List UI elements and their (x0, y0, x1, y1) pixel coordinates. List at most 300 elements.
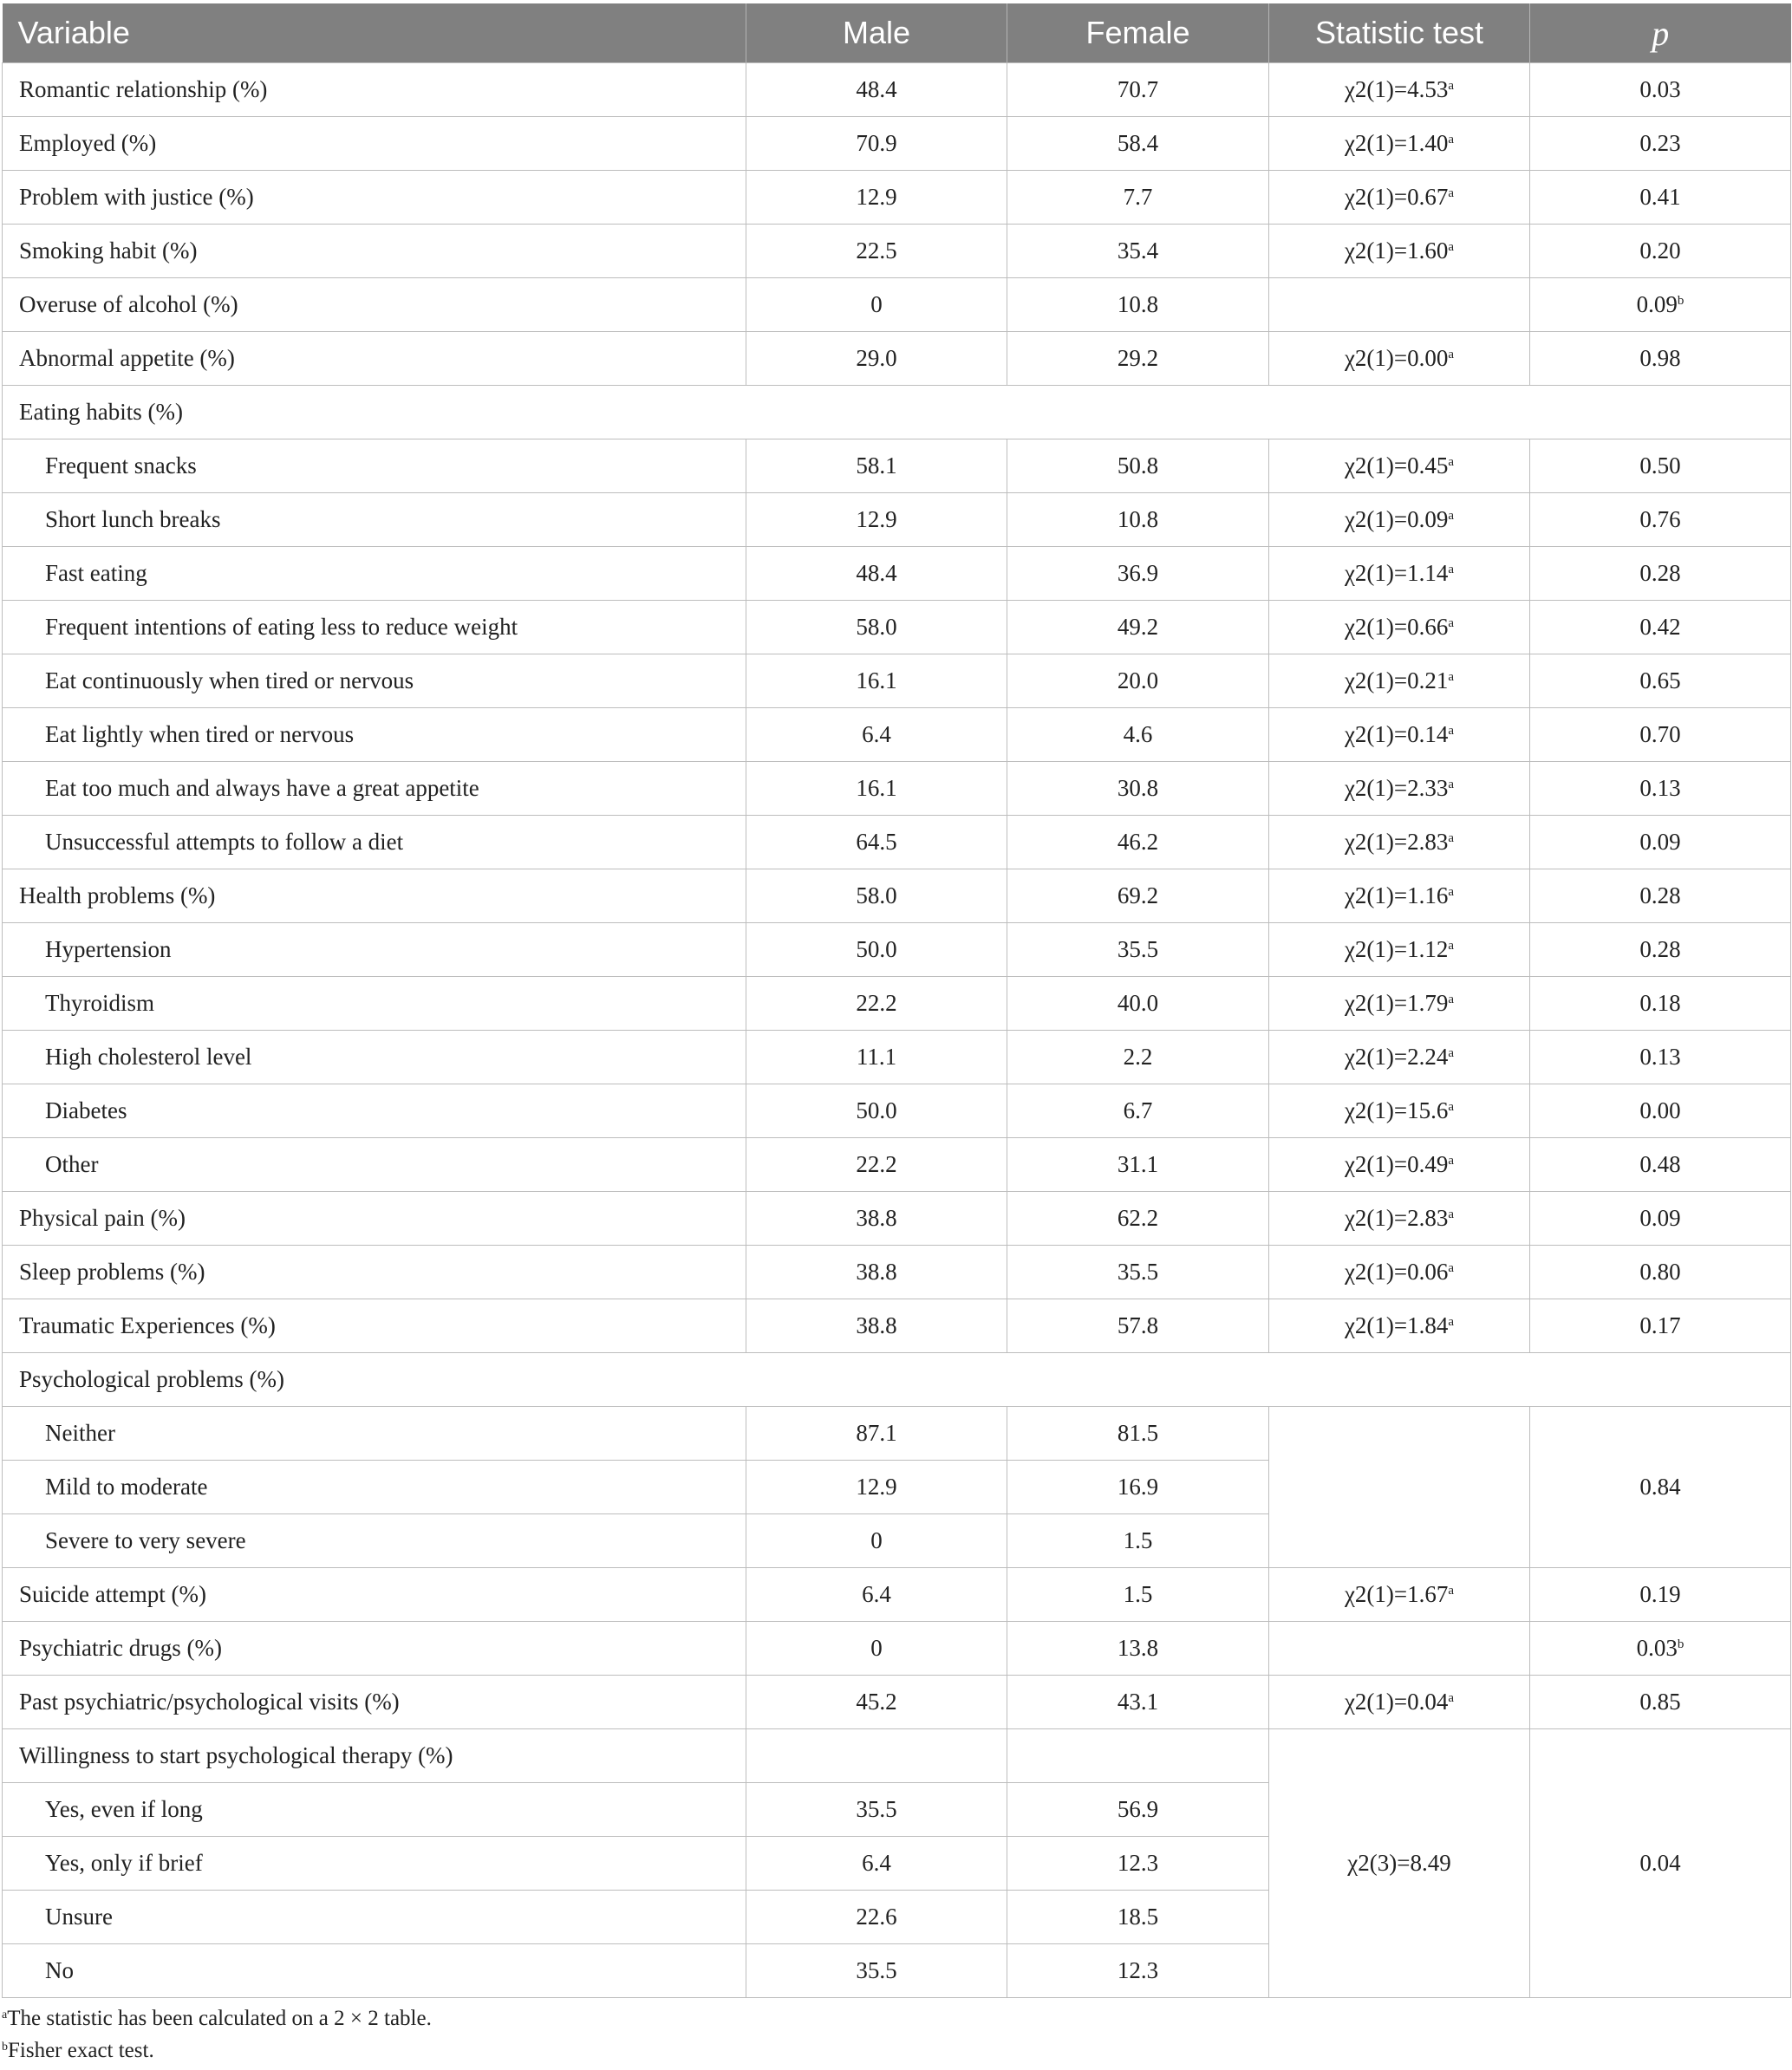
footnote-mark: a (1448, 778, 1455, 791)
cell-female (1007, 63, 1269, 117)
cell-statistic-text: χ2(1)=0.45 (1344, 452, 1449, 478)
cell-p-text: 0.70 (1639, 721, 1681, 747)
cell-female (1007, 923, 1269, 977)
footnote-mark: a (1448, 885, 1455, 899)
cell-female (1007, 332, 1269, 386)
table-row (3, 1138, 1791, 1192)
cell-female-text: 36.9 (1117, 560, 1159, 586)
cell-female-text: 69.2 (1117, 882, 1159, 908)
cell-statistic-text: χ2(1)=0.21 (1344, 667, 1449, 693)
footnote-mark: b (2, 2041, 8, 2054)
cell-variable (3, 63, 746, 117)
cell-variable (3, 1891, 746, 1944)
cell-male-text: 0 (870, 1527, 883, 1553)
cell-male (746, 1138, 1007, 1192)
footnote-mark: a (1448, 1315, 1455, 1329)
cell-variable (3, 1676, 746, 1729)
cell-female (1007, 816, 1269, 869)
cell-male-text: 45.2 (856, 1689, 897, 1715)
cell-male (746, 923, 1007, 977)
cell-statistic-text: χ2(1)=1.40 (1344, 130, 1449, 156)
cell-p-text: 0.41 (1639, 184, 1681, 210)
cell-statistic-text: χ2(1)=1.60 (1344, 238, 1449, 264)
cell-variable (3, 1461, 746, 1514)
cell-female-text: 12.3 (1117, 1957, 1159, 1983)
cell-p-text: 0.28 (1639, 936, 1681, 962)
cell-male (746, 762, 1007, 816)
cell-variable (3, 278, 746, 332)
table-body (3, 63, 1791, 1998)
cell-variable-text: Eating habits (%) (19, 399, 183, 425)
cell-female-text: 1.5 (1123, 1527, 1153, 1553)
cell-male-text: 64.5 (856, 829, 897, 855)
cell-statistic-text: χ2(3)=8.49 (1347, 1850, 1451, 1876)
cell-variable-text: Romantic relationship (%) (19, 76, 268, 102)
cell-female (1007, 1729, 1269, 1783)
table-section-row (3, 1353, 1791, 1407)
cell-p (1530, 493, 1791, 547)
cell-statistic-text: χ2(1)=0.49 (1344, 1151, 1449, 1177)
cell-p (1530, 1676, 1791, 1729)
cell-variable-text: Eat too much and always have a great appetite (45, 775, 479, 801)
cell-p (1530, 171, 1791, 225)
table-row (3, 225, 1791, 278)
table-row (3, 1084, 1791, 1138)
cell-variable (3, 1246, 746, 1299)
cell-male (746, 1837, 1007, 1891)
cell-p-text: 0.09 (1639, 1205, 1681, 1231)
cell-statistic-text: χ2(1)=2.83 (1344, 829, 1449, 855)
cell-variable-text: Physical pain (%) (19, 1205, 186, 1231)
cell-female-text: 40.0 (1117, 990, 1159, 1016)
cell-variable-text: High cholesterol level (45, 1044, 252, 1070)
cell-p (1530, 1084, 1791, 1138)
cell-female (1007, 601, 1269, 654)
cell-statistic (1269, 762, 1530, 816)
cell-variable-text: Eat lightly when tired or nervous (45, 721, 355, 747)
cell-statistic-text: χ2(1)=2.83 (1344, 1205, 1449, 1231)
table-row (3, 278, 1791, 332)
cell-p-text: 0.13 (1639, 1044, 1681, 1070)
cell-female (1007, 1514, 1269, 1568)
cell-p-text: 0.28 (1639, 882, 1681, 908)
cell-variable (3, 225, 746, 278)
cell-p-text: 0.28 (1639, 560, 1681, 586)
cell-variable (3, 869, 746, 923)
cell-male-text: 6.4 (862, 721, 891, 747)
cell-male (746, 601, 1007, 654)
footnote-mark: a (1448, 79, 1455, 93)
table-row (3, 1622, 1791, 1676)
cell-female-text: 7.7 (1123, 184, 1153, 210)
cell-variable-text: Unsure (45, 1904, 113, 1930)
cell-variable (3, 923, 746, 977)
cell-statistic (1269, 117, 1530, 171)
cell-female-text: 43.1 (1117, 1689, 1159, 1715)
cell-p-text: 0.13 (1639, 775, 1681, 801)
cell-variable (3, 1783, 746, 1837)
cell-variable-text: Frequent intentions of eating less to reduce weight (45, 614, 518, 640)
cell-variable-text: Other (45, 1151, 99, 1177)
cell-statistic-text: χ2(1)=1.84 (1344, 1312, 1449, 1338)
footnote-mark: a (1448, 616, 1455, 630)
cell-section-spacer (746, 1353, 1791, 1407)
cell-variable-text: Mild to moderate (45, 1474, 208, 1500)
cell-p-text: 0.19 (1639, 1581, 1681, 1607)
cell-p-text: 0.48 (1639, 1151, 1681, 1177)
footnote-mark: b (1677, 1637, 1684, 1651)
cell-variable-text: Traumatic Experiences (%) (19, 1312, 276, 1338)
cell-female-text: 10.8 (1117, 291, 1159, 317)
cell-female (1007, 1084, 1269, 1138)
footnote-mark: a (1448, 240, 1455, 254)
cell-variable (3, 332, 746, 386)
cell-p-text: 0.80 (1639, 1259, 1681, 1285)
cell-female (1007, 708, 1269, 762)
cell-p (1530, 601, 1791, 654)
cell-p-text: 0.65 (1639, 667, 1681, 693)
cell-female-text: 70.7 (1117, 76, 1159, 102)
cell-male (746, 1299, 1007, 1353)
cell-p (1530, 225, 1791, 278)
cell-p (1530, 1246, 1791, 1299)
footnote-mark: a (1448, 831, 1455, 845)
cell-statistic (1269, 1676, 1530, 1729)
table-row (3, 547, 1791, 601)
cell-female-text: 6.7 (1123, 1097, 1153, 1123)
cell-variable (3, 1837, 746, 1891)
footnote-mark: a (1448, 455, 1455, 469)
cell-p-text: 0.20 (1639, 238, 1681, 264)
cell-male-text: 38.8 (856, 1312, 897, 1338)
cell-variable (3, 547, 746, 601)
cell-statistic (1269, 816, 1530, 869)
header-variable: Variable (3, 3, 746, 63)
cell-female (1007, 1192, 1269, 1246)
cell-male (746, 1514, 1007, 1568)
table-row (3, 1192, 1791, 1246)
cell-statistic-text: χ2(1)=1.67 (1344, 1581, 1449, 1607)
cell-variable-text: Psychological problems (%) (19, 1366, 284, 1392)
cell-male-text: 6.4 (862, 1581, 891, 1607)
cell-p (1530, 117, 1791, 171)
cell-statistic (1269, 923, 1530, 977)
cell-statistic-text: χ2(1)=0.06 (1344, 1259, 1449, 1285)
cell-female (1007, 654, 1269, 708)
table-row (3, 1299, 1791, 1353)
cell-variable (3, 1353, 746, 1407)
cell-female (1007, 1246, 1269, 1299)
cell-variable (3, 439, 746, 493)
cell-variable (3, 654, 746, 708)
cell-female-text: 10.8 (1117, 506, 1159, 532)
cell-female-text: 31.1 (1117, 1151, 1159, 1177)
cell-variable-text: Fast eating (45, 560, 147, 586)
cell-statistic-text: χ2(1)=0.66 (1344, 614, 1449, 640)
cell-statistic (1269, 493, 1530, 547)
cell-p (1530, 654, 1791, 708)
cell-variable-text: Unsuccessful attempts to follow a diet (45, 829, 404, 855)
cell-male-text: 58.0 (856, 614, 897, 640)
cell-variable-text: Frequent snacks (45, 452, 197, 478)
cell-p (1530, 1407, 1791, 1568)
cell-variable-text: Psychiatric drugs (%) (19, 1635, 222, 1661)
cell-p (1530, 439, 1791, 493)
cell-male (746, 1407, 1007, 1461)
cell-variable-text: Hypertension (45, 936, 172, 962)
table-row (3, 708, 1791, 762)
cell-female-text: 16.9 (1117, 1474, 1159, 1500)
cell-p-text: 0.23 (1639, 130, 1681, 156)
cell-variable (3, 816, 746, 869)
footnote-b (2, 2034, 432, 2067)
cell-female-text: 57.8 (1117, 1312, 1159, 1338)
cell-variable (3, 1138, 746, 1192)
cell-statistic (1269, 1084, 1530, 1138)
table-row (3, 171, 1791, 225)
cell-female-text: 81.5 (1117, 1420, 1159, 1446)
cell-female-text: 46.2 (1117, 829, 1159, 855)
cell-variable-text: Neither (45, 1420, 115, 1446)
cell-variable-text: Yes, even if long (45, 1796, 203, 1822)
cell-female-text: 35.5 (1117, 936, 1159, 962)
cell-variable-text: Yes, only if brief (45, 1850, 203, 1876)
cell-male (746, 439, 1007, 493)
cell-statistic (1269, 1622, 1530, 1676)
cell-statistic (1269, 63, 1530, 117)
footnote-mark: a (1448, 348, 1455, 361)
cell-variable (3, 1407, 746, 1461)
cell-p-text: 0.09 (1639, 829, 1681, 855)
cell-male (746, 493, 1007, 547)
cell-variable (3, 386, 746, 439)
cell-female (1007, 762, 1269, 816)
cell-female-text: 58.4 (1117, 130, 1159, 156)
cell-female (1007, 493, 1269, 547)
cell-female-text: 12.3 (1117, 1850, 1159, 1876)
cell-p (1530, 869, 1791, 923)
cell-variable-text: Employed (%) (19, 130, 157, 156)
header-male: Male (746, 3, 1007, 63)
cell-variable (3, 493, 746, 547)
cell-female-text: 29.2 (1117, 345, 1159, 371)
table-row (3, 816, 1791, 869)
footnote-mark: a (1448, 1208, 1455, 1221)
cell-female-text: 62.2 (1117, 1205, 1159, 1231)
cell-p (1530, 332, 1791, 386)
cell-male (746, 869, 1007, 923)
cell-variable (3, 117, 746, 171)
cell-statistic-text: χ2(1)=4.53 (1344, 76, 1449, 102)
table-row (3, 977, 1791, 1031)
cell-male (746, 278, 1007, 332)
cell-statistic (1269, 1192, 1530, 1246)
cell-female (1007, 278, 1269, 332)
cell-male (746, 708, 1007, 762)
cell-male-text: 38.8 (856, 1205, 897, 1231)
cell-p (1530, 816, 1791, 869)
footnote-mark: a (1448, 1584, 1455, 1598)
footnote-mark: a (1448, 1154, 1455, 1168)
cell-male-text: 58.0 (856, 882, 897, 908)
cell-variable-text: Diabetes (45, 1097, 127, 1123)
cell-male-text: 70.9 (856, 130, 897, 156)
cell-female (1007, 869, 1269, 923)
cell-p (1530, 1031, 1791, 1084)
cell-statistic-text: χ2(1)=0.67 (1344, 184, 1449, 210)
cell-variable (3, 1514, 746, 1568)
cell-statistic (1269, 1138, 1530, 1192)
cell-female-text: 2.2 (1123, 1044, 1153, 1070)
table-row (3, 654, 1791, 708)
cell-male-text: 22.6 (856, 1904, 897, 1930)
cell-statistic (1269, 1299, 1530, 1353)
cell-variable (3, 762, 746, 816)
cell-male-text: 16.1 (856, 775, 897, 801)
header-p-label: p (1652, 13, 1670, 53)
cell-statistic-text: χ2(1)=1.14 (1344, 560, 1449, 586)
cell-p (1530, 63, 1791, 117)
cell-variable (3, 1944, 746, 1998)
cell-p-text: 0.76 (1639, 506, 1681, 532)
cell-statistic (1269, 601, 1530, 654)
table-row (3, 493, 1791, 547)
cell-p (1530, 977, 1791, 1031)
cell-female-text: 49.2 (1117, 614, 1159, 640)
footnote-mark: a (1448, 993, 1455, 1006)
cell-male (746, 977, 1007, 1031)
cell-male-text: 0 (870, 1635, 883, 1661)
cell-p (1530, 1622, 1791, 1676)
cell-p (1530, 1192, 1791, 1246)
cell-male (746, 1192, 1007, 1246)
cell-female (1007, 1568, 1269, 1622)
cell-variable-text: Smoking habit (%) (19, 238, 198, 264)
cell-female (1007, 171, 1269, 225)
cell-variable-text: Sleep problems (%) (19, 1259, 205, 1285)
cell-variable (3, 1084, 746, 1138)
table-row (3, 1031, 1791, 1084)
cell-variable (3, 171, 746, 225)
cell-female (1007, 439, 1269, 493)
table-row (3, 601, 1791, 654)
cell-female (1007, 1837, 1269, 1891)
cell-female (1007, 1031, 1269, 1084)
cell-male (746, 63, 1007, 117)
cell-female (1007, 1944, 1269, 1998)
cell-p (1530, 278, 1791, 332)
cell-female (1007, 1138, 1269, 1192)
cell-variable (3, 1031, 746, 1084)
cell-female (1007, 1461, 1269, 1514)
cell-statistic-text: χ2(1)=1.16 (1344, 882, 1449, 908)
cell-p-text: 0.17 (1639, 1312, 1681, 1338)
cell-female (1007, 977, 1269, 1031)
table-row (3, 439, 1791, 493)
footnotes (2, 2002, 432, 2067)
cell-p (1530, 923, 1791, 977)
footnote-mark: a (1448, 563, 1455, 576)
cell-statistic (1269, 1246, 1530, 1299)
cell-statistic-text: χ2(1)=1.12 (1344, 936, 1449, 962)
cell-female-text: 56.9 (1117, 1796, 1159, 1822)
footnote-mark: a (1448, 939, 1455, 953)
cell-statistic-text: χ2(1)=0.04 (1344, 1689, 1449, 1715)
cell-male (746, 171, 1007, 225)
table-row (3, 869, 1791, 923)
cell-variable (3, 708, 746, 762)
cell-female (1007, 1299, 1269, 1353)
cell-statistic (1269, 439, 1530, 493)
cell-female (1007, 547, 1269, 601)
cell-p (1530, 708, 1791, 762)
cell-male-text: 50.0 (856, 1097, 897, 1123)
cell-statistic (1269, 171, 1530, 225)
cell-male (746, 1944, 1007, 1998)
cell-male (746, 1568, 1007, 1622)
cell-statistic (1269, 1568, 1530, 1622)
cell-female-text: 4.6 (1123, 721, 1153, 747)
table-row (3, 332, 1791, 386)
cell-female-text: 50.8 (1117, 452, 1159, 478)
cell-statistic (1269, 1729, 1530, 1998)
cell-statistic-text: χ2(1)=1.79 (1344, 990, 1449, 1016)
cell-male-text: 50.0 (856, 936, 897, 962)
results-table (2, 3, 1791, 1998)
cell-statistic-text: χ2(1)=15.6 (1344, 1097, 1449, 1123)
cell-variable-text: Problem with justice (%) (19, 184, 254, 210)
cell-male-text: 38.8 (856, 1259, 897, 1285)
cell-p-text: 0.18 (1639, 990, 1681, 1016)
table-row (3, 63, 1791, 117)
cell-male-text: 29.0 (856, 345, 897, 371)
cell-male-text: 35.5 (856, 1796, 897, 1822)
cell-male (746, 225, 1007, 278)
cell-male-text: 16.1 (856, 667, 897, 693)
cell-male (746, 1461, 1007, 1514)
cell-p-text: 0.84 (1639, 1474, 1681, 1500)
table-row (3, 923, 1791, 977)
cell-variable-text: Health problems (%) (19, 882, 216, 908)
cell-variable (3, 1192, 746, 1246)
cell-male-text: 12.9 (856, 184, 897, 210)
cell-variable-text: Severe to very severe (45, 1527, 246, 1553)
cell-female-text: 18.5 (1117, 1904, 1159, 1930)
cell-male (746, 1891, 1007, 1944)
cell-female-text: 13.8 (1117, 1635, 1159, 1661)
cell-statistic (1269, 708, 1530, 762)
cell-male (746, 547, 1007, 601)
cell-male-text: 48.4 (856, 560, 897, 586)
cell-male-text: 22.5 (856, 238, 897, 264)
cell-variable (3, 977, 746, 1031)
cell-variable-text: Thyroidism (45, 990, 154, 1016)
cell-female (1007, 1676, 1269, 1729)
table-row (3, 1246, 1791, 1299)
cell-variable-text: Overuse of alcohol (%) (19, 291, 238, 317)
cell-male (746, 1729, 1007, 1783)
results-table-container (0, 3, 1792, 1998)
cell-p-text: 0.85 (1639, 1689, 1681, 1715)
cell-female-text: 1.5 (1123, 1581, 1153, 1607)
cell-male-text: 12.9 (856, 506, 897, 532)
cell-male (746, 816, 1007, 869)
cell-p-text: 0.04 (1639, 1850, 1681, 1876)
cell-p-text: 0.42 (1639, 614, 1681, 640)
cell-male (746, 1084, 1007, 1138)
cell-variable-text: Abnormal appetite (%) (19, 345, 235, 371)
cell-p (1530, 1568, 1791, 1622)
